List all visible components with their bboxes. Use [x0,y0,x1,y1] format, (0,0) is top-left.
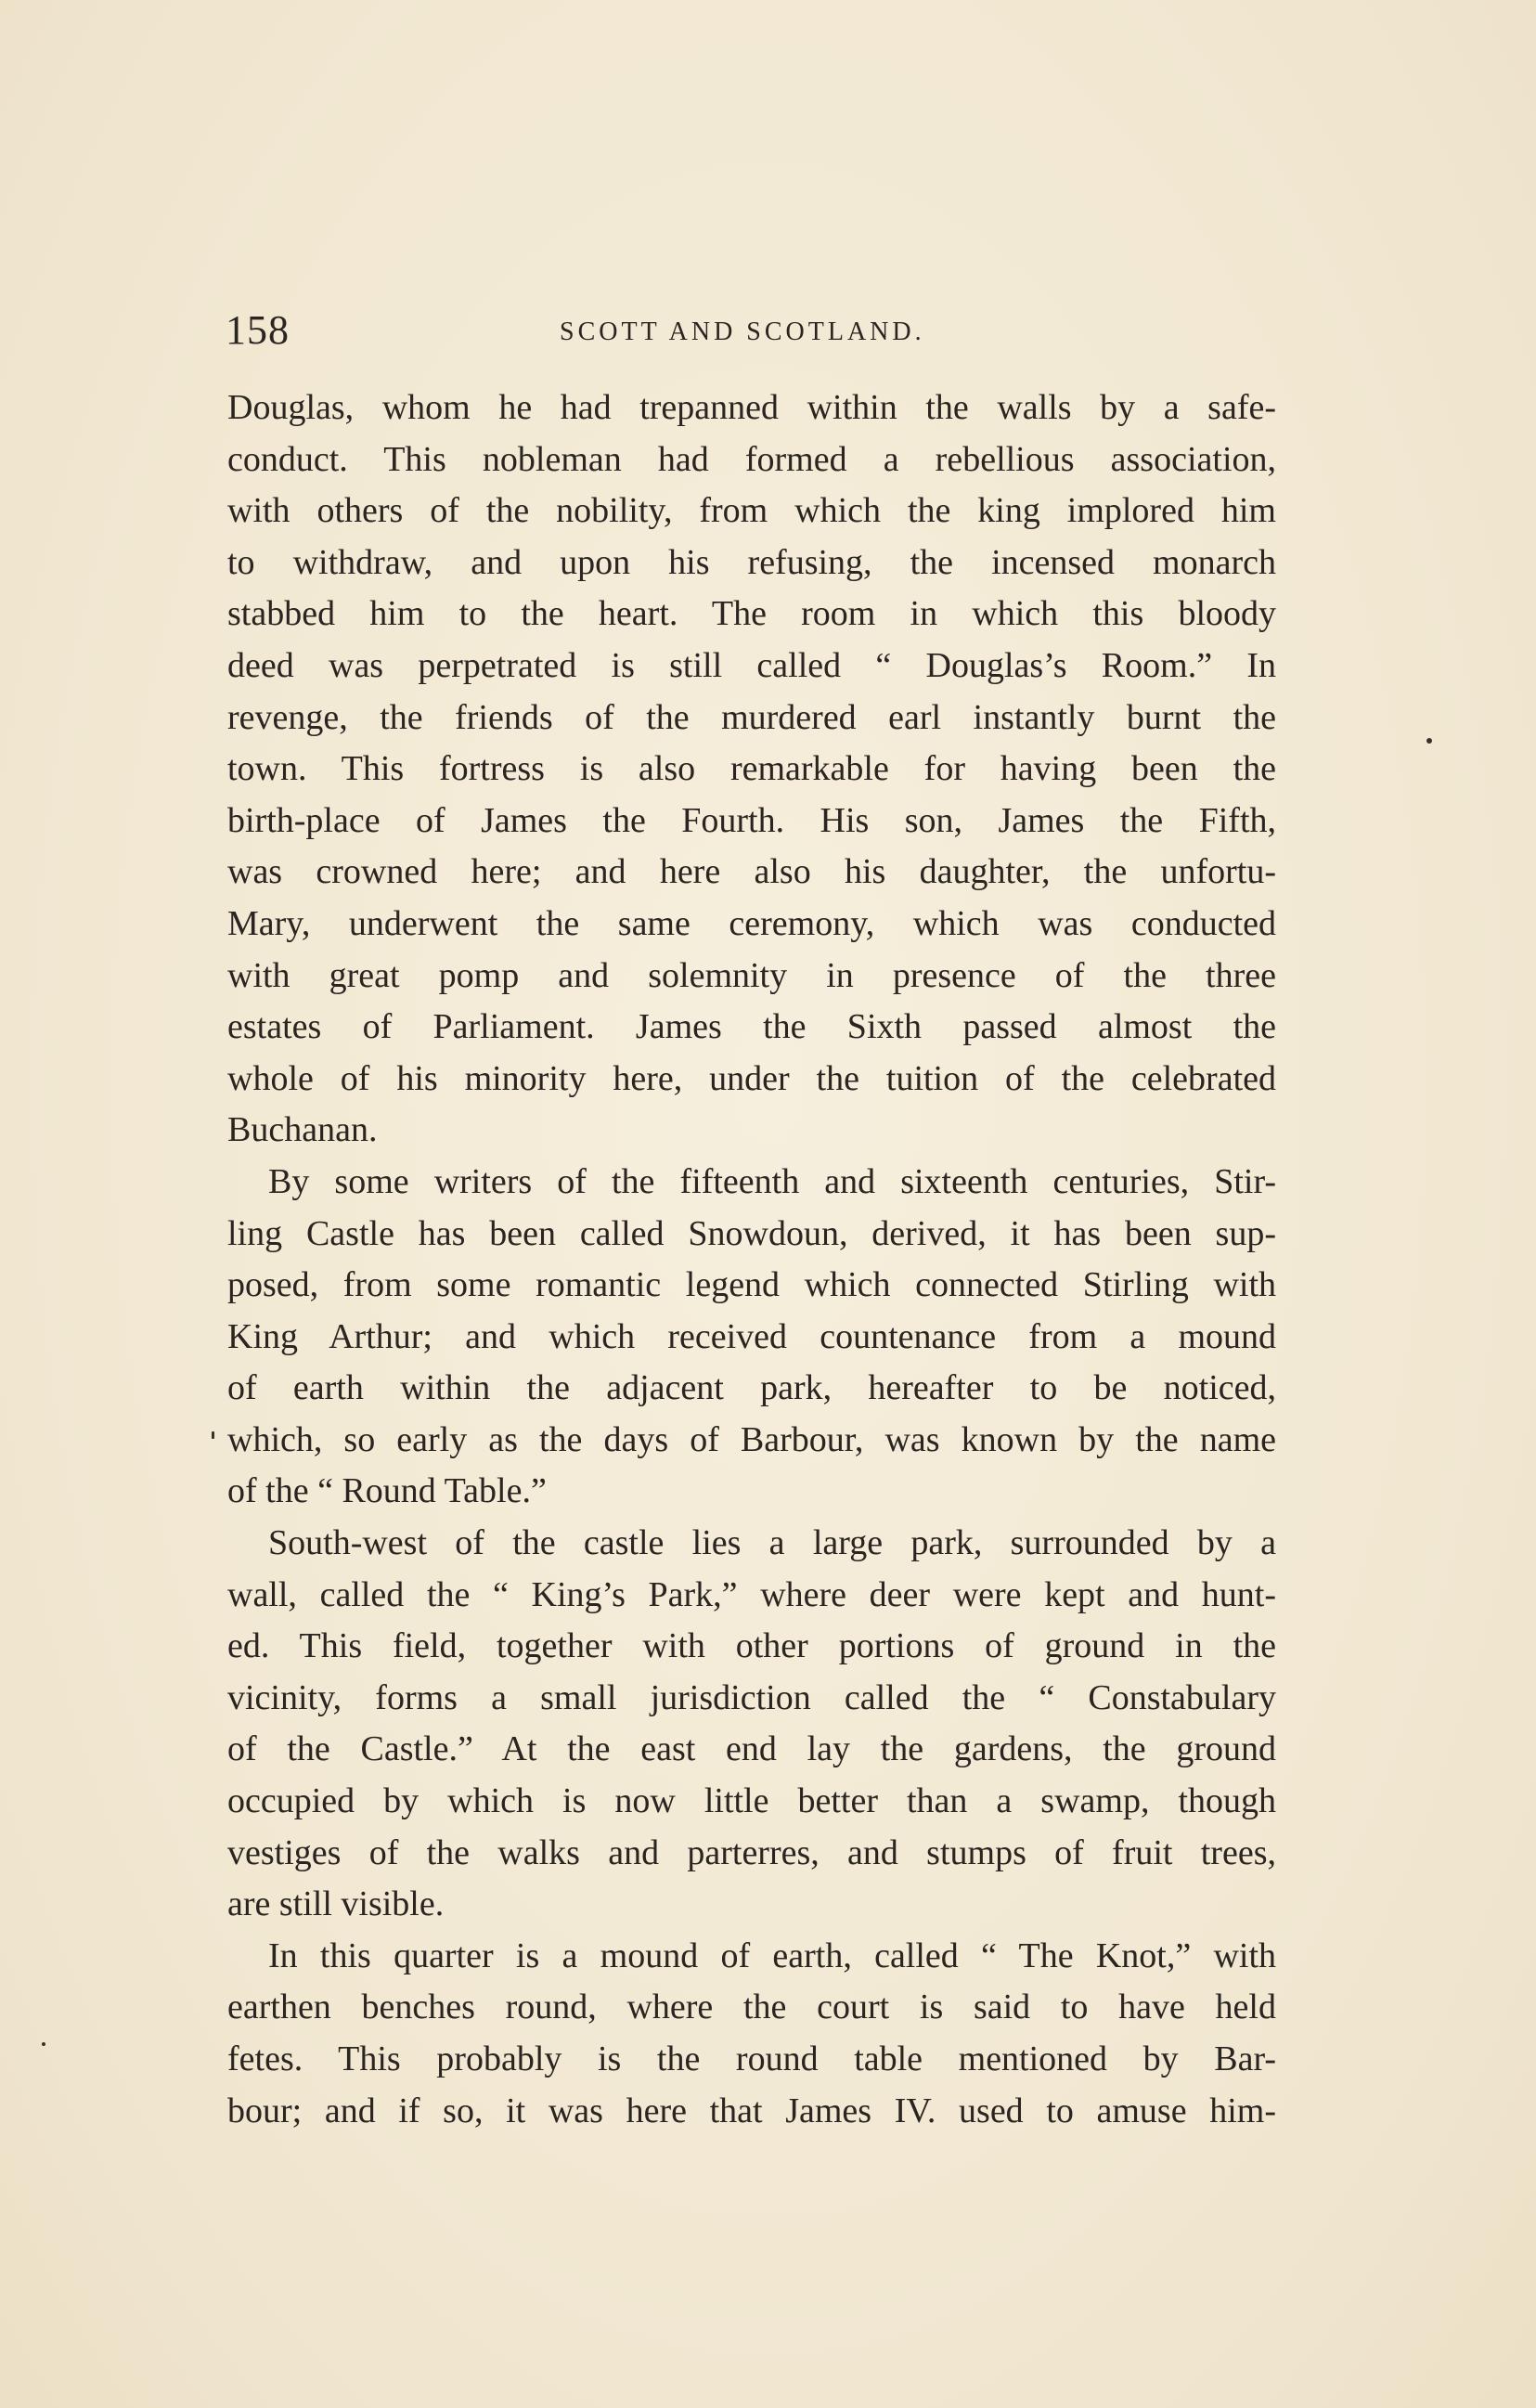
text-line: occupied by which is now little better than a swamp, though [227,1781,1276,1821]
page-header [226,306,1274,362]
text-line: fetes. This probably is the round table mentioned by Bar- [227,2039,1276,2078]
paper-speck [42,2042,45,2046]
text-line: of the “ Round Table.” [227,1471,547,1511]
paper-speck [1426,738,1432,744]
text-line: vestiges of the walks and parterres, and stumps of fruit trees, [227,1832,1276,1872]
text-line: conduct. This nobleman had formed a rebellious association, [227,439,1276,479]
text-line: of the Castle.” At the east end lay the gardens, the ground [227,1729,1276,1769]
text-line: Buchanan. [227,1110,378,1150]
text-line: deed was perpetrated is still called “ Douglas’s Room.” In [227,645,1276,685]
text-line: which, so early as the days of Barbour, was known by the name [227,1419,1276,1459]
text-line: Douglas, whom he had trepanned within the walls by a safe- [227,388,1276,427]
body-text [227,382,1276,2137]
text-line: birth-place of James the Fourth. His son, James the Fifth, [227,800,1276,840]
text-line: with great pomp and solemnity in presence of the three [227,955,1276,995]
text-line: to withdraw, and upon his refusing, the incensed monarch [227,542,1276,582]
text-line: whole of his minority here, under the tuition of the celebrated [227,1058,1276,1098]
text-line: estates of Parliament. James the Sixth passed almost the [227,1007,1276,1047]
text-line: ed. This field, together with other portions of ground in the [227,1626,1276,1666]
text-line: In this quarter is a mound of earth, called “ The Knot,” with [268,1935,1276,1975]
page-number: 158 [226,307,290,353]
text-line: town. This fortress is also remarkable for having been the [227,749,1276,789]
text-line: South-west of the castle lies a large park, surrounded by a [268,1523,1276,1563]
text-line: wall, called the “ King’s Park,” where deer were kept and hunt- [227,1574,1276,1614]
text-line: stabbed him to the heart. The room in which this bloody [227,594,1276,634]
text-line: earthen benches round, where the court is said to have held [227,1987,1276,2027]
text-line: ling Castle has been called Snowdoun, derived, it has been sup- [227,1213,1276,1253]
text-line: Mary, underwent the same ceremony, which was conducted [227,903,1276,943]
running-head: SCOTT AND SCOTLAND. [560,317,925,346]
text-line: posed, from some romantic legend which connected Stirling with [227,1265,1276,1305]
text-line: King Arthur; and which received countenance from a mound [227,1316,1276,1356]
text-line: bour; and if so, it was here that James IV. used to amuse him- [227,2091,1276,2130]
text-line: with others of the nobility, from which the king implored him [227,491,1276,531]
text-line: are still visible. [227,1884,445,1924]
paper-speck [212,1431,214,1439]
text-line: vicinity, forms a small jurisdiction called the “ Constabulary [227,1677,1276,1717]
text-line: was crowned here; and here also his daughter, the unfortu- [227,852,1276,892]
text-line: By some writers of the fifteenth and sixteenth centuries, Stir- [268,1161,1276,1201]
text-line: revenge, the friends of the murdered earl instantly burnt the [227,697,1276,737]
text-line: of earth within the adjacent park, hereafter to be noticed, [227,1368,1276,1408]
